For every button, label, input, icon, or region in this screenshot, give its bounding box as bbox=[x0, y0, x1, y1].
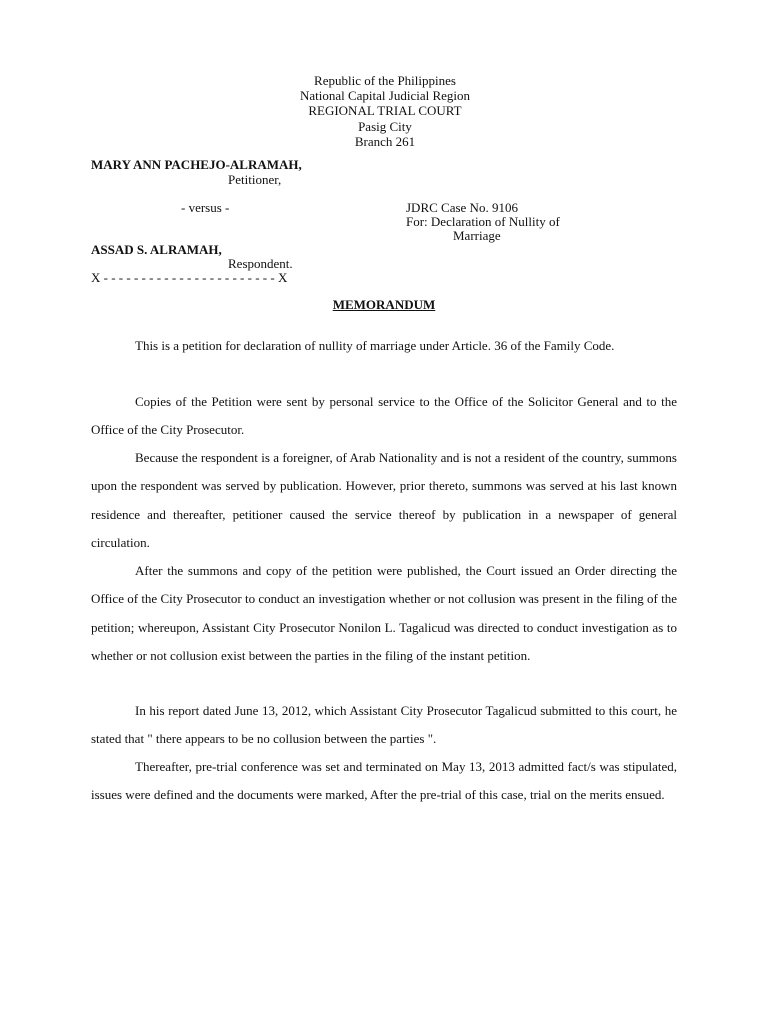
header-line-republic: Republic of the Philippines bbox=[314, 73, 456, 88]
paragraph-3: Because the respondent is a foreigner, of Arab Nationality and is not a resident of the country, summons upon the respondent was served by publication. However, prior thereto, summons was served at his last known residence and thereafter, petitioner caused the service thereof by publication in a newspaper of general circulation. bbox=[91, 450, 677, 550]
header-line-city: Pasig City bbox=[358, 118, 412, 134]
paragraph-4: After the summons and copy of the petition were published, the Court issued an Order directing the Office of the City Prosecutor to conduct an investigation whether or not collusion was present in the filing of the petition; whereupon, Assistant City Prosecutor Nonilon L. Tagalicud was directed to conduct investigation as to whether or not collusion exist between the parties in the filing of the instant petition. bbox=[91, 563, 677, 663]
caption-separator: X - - - - - - - - - - - - - - - - - - - - - - - X bbox=[91, 270, 288, 285]
header-line-region: National Capital Judicial Region bbox=[299, 88, 471, 104]
case-number: JDRC Case No. 9106 bbox=[406, 200, 518, 215]
respondent-name: ASSAD S. ALRAMAH, bbox=[91, 242, 222, 257]
case-for-line: For: Declaration of Nullity of bbox=[406, 214, 560, 229]
paragraph-1: This is a petition for declaration of nullity of marriage under Article. 36 of the Family Code. bbox=[135, 338, 615, 353]
petitioner-role: Petitioner, bbox=[228, 172, 282, 187]
respondent-role: Respondent. bbox=[228, 256, 293, 271]
court-header bbox=[240, 73, 530, 149]
paragraph-6: Thereafter, pre-trial conference was set and terminated on May 13, 2013 admitted fact/s was stipulated, issues were defined and the documents were marked, After the pre-trial of this case, trial on the merits ensued. bbox=[91, 759, 677, 803]
paragraph-2: Copies of the Petition were sent by personal service to the Office of the Solicitor General and to the Office of the City Prosecutor. bbox=[91, 394, 677, 438]
document-title: MEMORANDUM bbox=[332, 297, 436, 312]
paragraph-5: In his report dated June 13, 2012, which Assistant City Prosecutor Tagalicud submitted to this court, he stated that " there appears to be no collusion between the parties ". bbox=[91, 703, 677, 747]
case-for-line-2: Marriage bbox=[453, 228, 501, 243]
header-line-court: REGIONAL TRIAL COURT bbox=[308, 103, 462, 119]
versus-label: - versus - bbox=[181, 200, 230, 215]
header-line-branch: Branch 261 bbox=[354, 133, 416, 149]
petitioner-name: MARY ANN PACHEJO-ALRAMAH, bbox=[91, 157, 302, 172]
